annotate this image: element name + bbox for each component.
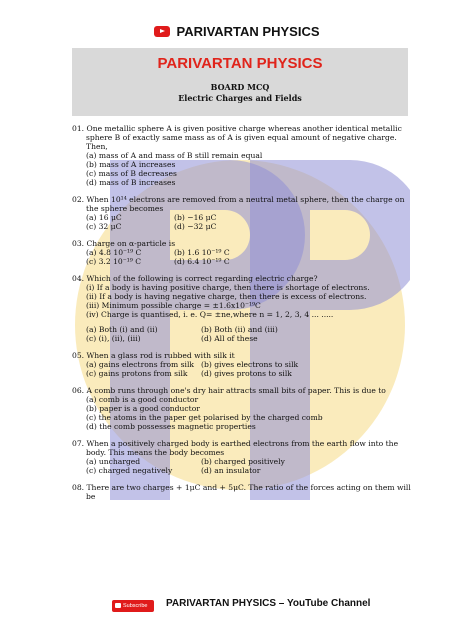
- option-grid: [72, 248, 416, 266]
- question-4: [72, 274, 416, 343]
- option: (a) gains electrons from silk: [86, 360, 194, 369]
- page-title: PARIVARTAN PHYSICS: [157, 55, 323, 72]
- option: (d) All of these: [201, 334, 258, 343]
- option: (a) comb is a good conductor: [86, 395, 199, 404]
- question-6: [72, 386, 416, 431]
- question-text: 03. Charge on α-particle is: [72, 239, 176, 248]
- statement: (ii) If a body is having negative charge, then there is excess of electrons.: [86, 292, 367, 301]
- subtitle-board-mcq: BOARD MCQ: [210, 82, 270, 92]
- option: (b) 1.6 10⁻¹⁹ C: [174, 248, 230, 257]
- option: (d) an insulator: [201, 466, 261, 475]
- subscribe-label: Subscribe: [123, 603, 148, 609]
- brand-name: PARIVARTAN PHYSICS: [176, 24, 320, 39]
- statement: (iv) Charge is quantised, i. e. Q= ±ne,where n = 1, 2, 3, 4 ... .....: [86, 310, 334, 319]
- option-grid: [72, 213, 416, 231]
- option: (a) 16 μC: [86, 213, 122, 222]
- option: (b) gives electrons to silk: [201, 360, 299, 369]
- question-list: [72, 124, 416, 509]
- question-2: [72, 195, 416, 231]
- option: (c) (i), (ii), (iii): [86, 334, 141, 343]
- option: (a) Both (i) and (ii): [86, 325, 158, 334]
- option: (a) mass of A and mass of B still remain equal: [86, 151, 263, 160]
- subscribe-button[interactable]: [112, 600, 154, 612]
- option: (c) gains protons from silk: [86, 369, 188, 378]
- statement: (iii) Minimum possible charge = ±1.6x10⁻¹⁹C: [86, 301, 261, 310]
- question-text: 04. Which of the following is correct regarding electric charge?: [72, 274, 318, 283]
- option: (c) the atoms in the paper get polarised by the charged comb: [86, 413, 323, 422]
- option-grid: [72, 360, 416, 378]
- option: (d) 6.4 10⁻¹⁹ C: [174, 257, 230, 266]
- option: (b) paper is a good conductor: [86, 404, 200, 413]
- option-grid: [72, 325, 416, 343]
- option: (b) mass of A increases: [86, 160, 176, 169]
- option: (b) charged positively: [201, 457, 285, 466]
- header-banner: [72, 48, 408, 116]
- statement: (i) If a body is having positive charge, then there is shortage of electrons.: [86, 283, 370, 292]
- option: (d) −32 μC: [174, 222, 217, 231]
- option: (b) Both (ii) and (iii): [201, 325, 278, 334]
- option: (a) 4.8 10⁻¹⁹ C: [86, 248, 142, 257]
- question-7: [72, 439, 416, 475]
- youtube-icon: [154, 26, 170, 37]
- question-text: 08. There are two charges + 1μC and + 5μC. The ratio of the forces acting on them will be: [72, 483, 411, 501]
- option: (c) mass of B decreases: [86, 169, 177, 178]
- option-grid: [72, 457, 416, 475]
- question-text: 01. One metallic sphere A is given positive charge whereas another identical metallic sphere B of exactly same mass as of A is given equal amount of negative charge. Then,: [72, 124, 402, 151]
- subtitle-chapter: Electric Charges and Fields: [178, 93, 302, 103]
- option: (a) uncharged: [86, 457, 141, 466]
- footer-channel-text: PARIVARTAN PHYSICS – YouTube Channel: [166, 598, 371, 609]
- option: (c) 3.2 10⁻¹⁹ C: [86, 257, 142, 266]
- option: (d) gives protons to silk: [201, 369, 292, 378]
- question-8: [72, 483, 416, 501]
- question-text: 05. When a glass rod is rubbed with silk it: [72, 351, 235, 360]
- option: (d) mass of B increases: [86, 178, 176, 187]
- question-5: [72, 351, 416, 378]
- option: (c) charged negatively: [86, 466, 173, 475]
- question-1: [72, 124, 416, 187]
- footer: [0, 596, 474, 618]
- question-text: 07. When a positively charged body is earthed electrons from the earth flow into the body. This means the body becomes: [72, 439, 399, 457]
- question-3: [72, 239, 416, 266]
- top-brand: [0, 24, 474, 39]
- option: (b) −16 μC: [174, 213, 217, 222]
- question-text: 02. When 10¹⁴ electrons are removed from a neutral metal sphere, then the charge on the sphere becomes: [72, 195, 405, 213]
- option: (c) 32 μC: [86, 222, 122, 231]
- question-text: 06. A comb runs through one's dry hair attracts small bits of paper. This is due to: [72, 386, 386, 395]
- option: (d) the comb possesses magnetic properties: [86, 422, 256, 431]
